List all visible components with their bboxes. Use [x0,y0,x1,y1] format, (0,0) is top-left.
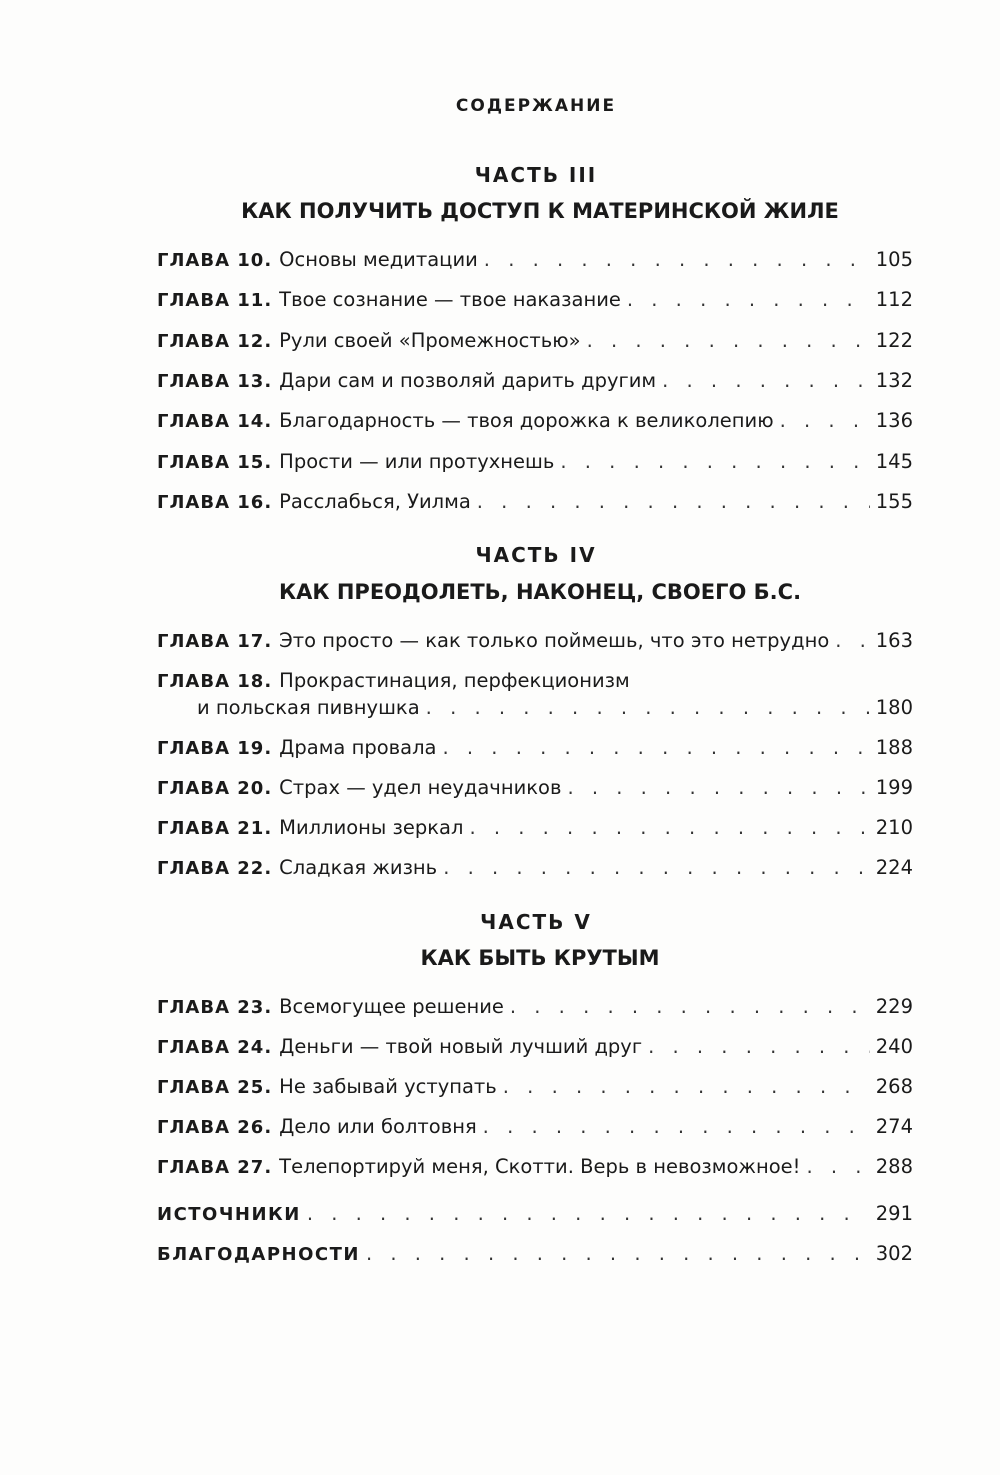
page-number: 229 [875,995,913,1018]
chapter-label: ГЛАВА 19. [157,738,273,759]
leader-dots [662,366,870,396]
toc-entry[interactable] [157,992,913,1022]
chapter-title: Телепортируй меня, Скотти. Верь в невозможное! [279,1155,801,1178]
chapter-title: Страх — удел неудачников [279,776,562,799]
toc-entry[interactable] [157,487,913,517]
chapter-title: Благодарность — твоя дорожка к великолепию [279,409,774,432]
toc-entry[interactable] [157,813,913,843]
toc-entry[interactable] [157,773,913,803]
chapter-title: Прокрастинация, перфекционизм [279,669,630,692]
chapter-title: Всемогущее решение [279,995,504,1018]
page-number: 240 [875,1035,913,1058]
page-number: 224 [875,856,913,879]
chapter-label: ГЛАВА 27. [157,1157,273,1178]
part-title: КАК ПРЕОДОЛЕТЬ, НАКОНЕЦ, СВОЕГО Б.С. [278,580,802,604]
back-matter-label: БЛАГОДАРНОСТИ [157,1244,360,1265]
chapter-label: ГЛАВА 25. [157,1077,273,1098]
leader-dots [469,813,869,843]
leader-dots [484,245,870,275]
leader-dots [835,626,870,656]
chapter-title: Это просто — как только поймешь, что это нетрудно [279,629,830,652]
toc-entry[interactable] [157,245,913,275]
toc-entry[interactable] [157,666,913,694]
page-number: 188 [875,736,913,759]
toc-entry[interactable] [157,1152,913,1182]
leader-dots [560,447,869,477]
page-number: 268 [875,1075,913,1098]
chapter-label: ГЛАВА 10. [157,250,273,271]
chapter-title-continued: и польская пивнушка [197,696,420,719]
chapter-label: ГЛАВА 23. [157,997,273,1018]
chapter-label: ГЛАВА 24. [157,1037,273,1058]
leader-dots [483,1112,870,1142]
chapter-label: ГЛАВА 18. [157,671,273,692]
page-number: 136 [875,409,913,432]
chapter-title: Твое сознание — твое наказание [279,288,621,311]
chapter-label: ГЛАВА 17. [157,631,273,652]
chapter-title: Не забывай уступать [279,1075,497,1098]
chapter-title: Дари сам и позволяй дарить другим [279,369,657,392]
part-label: ЧАСТЬ III [474,163,598,187]
leader-dots [426,693,870,723]
leader-dots [648,1032,870,1062]
toc-entry[interactable] [157,447,913,477]
leader-dots [366,1239,870,1269]
page-number: 163 [875,629,913,652]
part-label: ЧАСТЬ IV [475,543,597,567]
chapter-title: Драма провала [279,736,437,759]
running-head: СОДЕРЖАНИЕ [455,96,617,116]
back-matter-label: ИСТОЧНИКИ [157,1204,301,1225]
toc-entry-back-matter[interactable] [157,1239,913,1269]
toc-entry[interactable] [157,1112,913,1142]
page-number: 180 [875,696,913,719]
leader-dots [503,1072,870,1102]
page-number: 210 [875,816,913,839]
chapter-title: Дело или болтовня [279,1115,477,1138]
toc-entry[interactable] [157,733,913,763]
leader-dots [477,487,870,517]
chapter-label: ГЛАВА 16. [157,492,273,513]
chapter-title: Деньги — твой новый лучший друг [279,1035,643,1058]
part-title: КАК БЫТЬ КРУТЫМ [420,946,660,970]
page-number: 288 [875,1155,913,1178]
toc-entry[interactable] [157,406,913,436]
chapter-title: Основы медитации [279,248,478,271]
chapter-label: ГЛАВА 26. [157,1117,273,1138]
chapter-label: ГЛАВА 12. [157,331,273,352]
chapter-title: Сладкая жизнь [279,856,438,879]
part-title: КАК ПОЛУЧИТЬ ДОСТУП К МАТЕРИНСКОЙ ЖИЛЕ [241,199,839,223]
page-number: 122 [875,329,913,352]
toc-entry[interactable] [157,1032,913,1062]
page-number: 274 [875,1115,913,1138]
page-number: 155 [875,490,913,513]
page-number: 302 [875,1242,913,1265]
chapter-label: ГЛАВА 11. [157,290,273,311]
page-number: 105 [875,248,913,271]
leader-dots [307,1199,870,1229]
leader-dots [443,733,870,763]
page-number: 291 [875,1202,913,1225]
chapter-title: Миллионы зеркал [279,816,464,839]
leader-dots [780,406,870,436]
page-number: 145 [875,450,913,473]
page-number: 132 [875,369,913,392]
chapter-title: Расслабься, Уилма [279,490,471,513]
page-number: 199 [875,776,913,799]
chapter-label: ГЛАВА 13. [157,371,273,392]
leader-dots [567,773,869,803]
chapter-label: ГЛАВА 22. [157,858,273,879]
chapter-label: ГЛАВА 20. [157,778,273,799]
leader-dots [443,853,870,883]
toc-entry[interactable] [157,285,913,315]
chapter-label: ГЛАВА 21. [157,818,273,839]
leader-dots [806,1152,869,1182]
chapter-label: ГЛАВА 14. [157,411,273,432]
chapter-title: Прости — или протухнешь [279,450,555,473]
chapter-label: ГЛАВА 15. [157,452,273,473]
leader-dots [587,326,870,356]
chapter-title: Рули своей «Промежностью» [279,329,581,352]
toc-entry[interactable] [157,326,913,356]
page-number: 112 [875,288,913,311]
toc-entry[interactable] [157,626,913,656]
toc-entry[interactable] [157,853,913,883]
leader-dots [510,992,870,1022]
toc-entry-continuation[interactable] [157,693,913,723]
leader-dots [627,285,870,315]
toc-entry[interactable] [157,1072,913,1102]
part-label: ЧАСТЬ V [480,910,592,934]
toc-entry-back-matter[interactable] [157,1199,913,1229]
toc-entry[interactable] [157,366,913,396]
